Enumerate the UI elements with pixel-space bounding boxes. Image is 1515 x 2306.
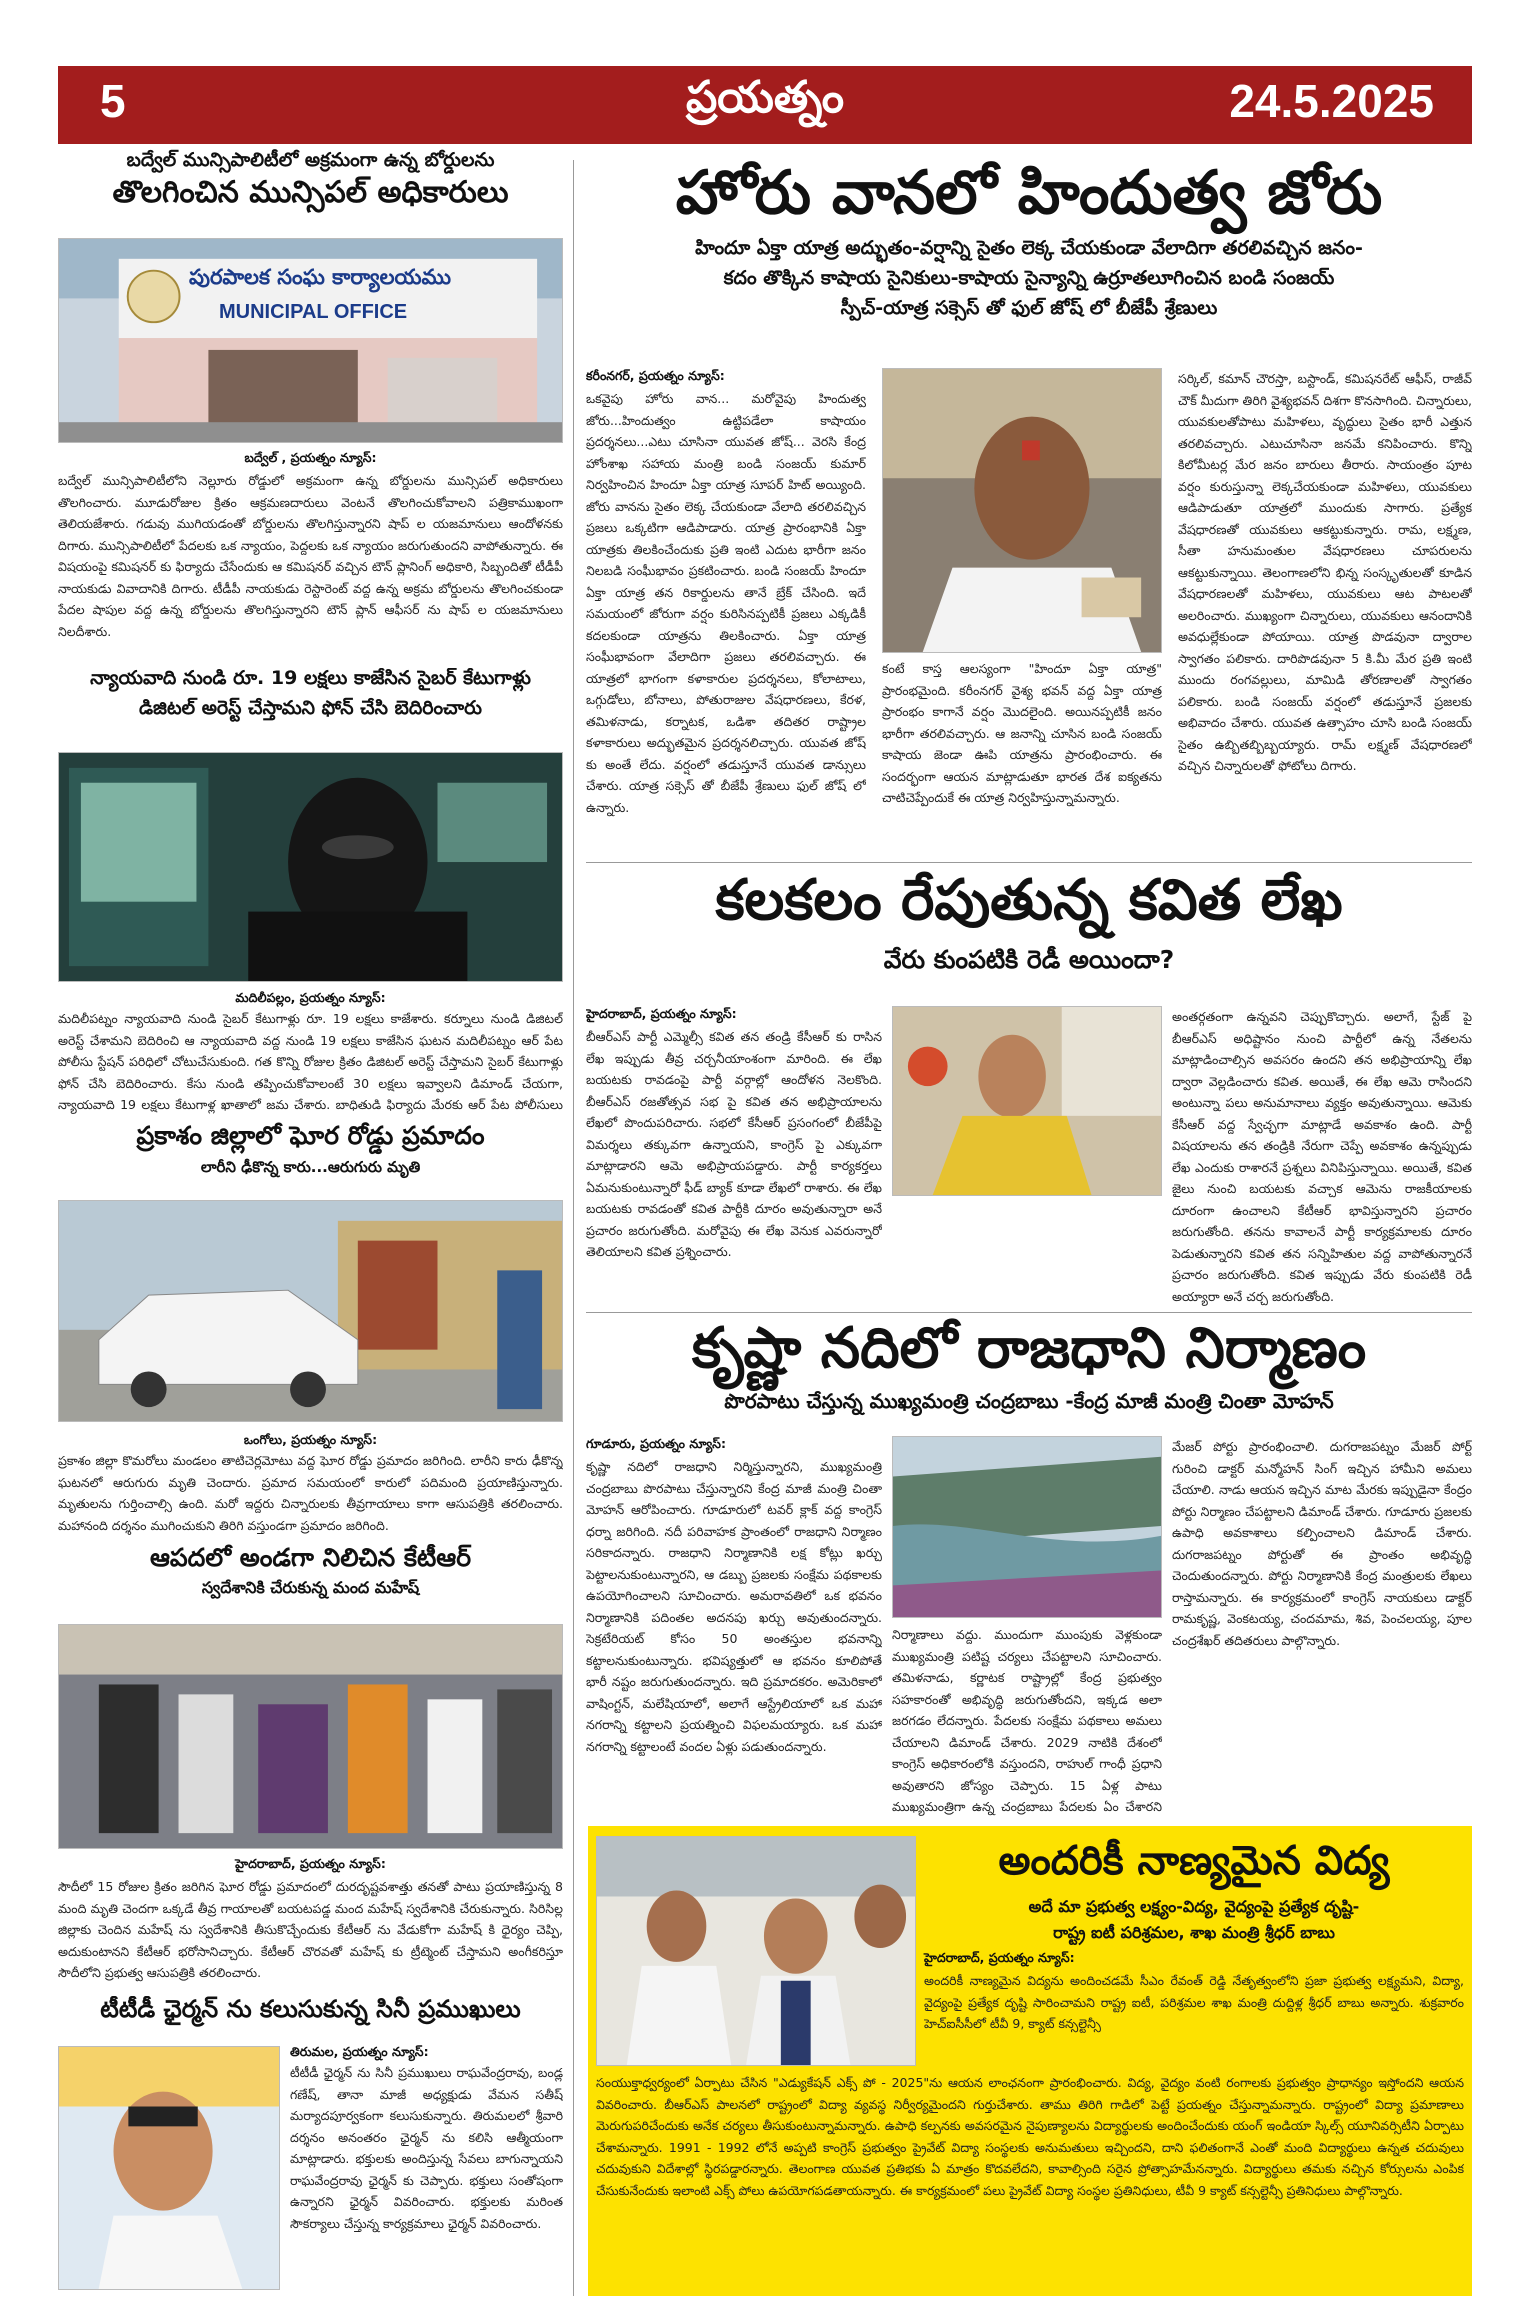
story1-kicker: బద్వేల్ మున్సిపాలిటీలో అక్రమంగా ఉన్న బోర్డులను [126,149,495,171]
story6-dateline: కరీంనగర్, ప్రయత్నం న్యూస్: [586,368,725,383]
airport-welcome-photo [58,1624,563,1849]
story4-dateline: హైదరాబాద్, ప్రయత్నం న్యూస్: [235,1856,386,1871]
story-capital-krishna-river [586,1318,1472,1818]
story9-headline: అందరికీ నాణ్యమైన విద్య [998,1838,1390,1884]
story3-headline: ప్రకాశం జిల్లాలో ఘోర రోడ్డు ప్రమాదం [136,1122,485,1150]
story5-dateline: తిరుమల, ప్రయత్నం న్యూస్: [290,2044,429,2059]
story-ttd-chairman [58,1996,563,2296]
section-divider [586,1312,1472,1313]
krishna-river-photo [892,1436,1162,1618]
story8-dateline: గూడూరు, ప్రయత్నం న్యూస్: [586,1436,726,1451]
story6-deck-1: హిందూ ఏక్తా యాత్ర అద్భుతం-వర్షాన్ని సైతం లెక్క చేయకుండా వేలాదిగా తరలివచ్చిన జనం- [695,237,1363,259]
story2-dateline: మదిలీపల్లం, ప్రయత్నం న్యూస్: [235,990,386,1005]
story3-subhead: లారీని ఢీకొన్న కారు...ఆరుగురు మృతి [200,1157,421,1176]
story7-body-col1: బీఆర్ఎస్ పార్టీ ఎమ్మెల్సీ కవిత తన తండ్రి కేసీఆర్ కు రాసిన లేఖ ఇప్పుడు తీవ్ర చర్చనీయాంశంగా మారింది. ఈ లేఖ బయటకు రావడంపై పార్టీ వర్గాల్లో ఆందోళన నెలకొంది. బీఆర్ఎస్ రజతోత్సవ సభ పై కవిత తన అభిప్రాయాలను లేఖలో పొందుపరిచారు. సభలో కేసీఆర్ ప్రసంగంలో బీజేపీపై విమర్శలు తక్కువగా ఉన్నాయని, కాంగ్రెస్ పై ఎక్కువగా మాట్లాడారని ఆమె అభిప్రాయపడ్డారు. పార్టీ కార్యకర్తలు ఏమనుకుంటున్నారో ఫీడ్ బ్యాక్ కూడా లేఖలో రాశారు. ఈ లేఖ బయటకు రావడంతో కవిత పార్టీకి దూరం అవుతున్నారా అనే ప్రచారం జరుగుతోంది. మరోవైపు ఈ లేఖ వెనుక ఎవరున్నారో తెలియాలని కవిత ప్రశ్నించారు. [586,1029,882,1259]
story-quality-education [588,1826,1472,2296]
story8-body-col1: కృష్ణా నదిలో రాజధాని నిర్మిస్తున్నారని, ముఖ్యమంత్రి చంద్రబాబు పొరపాటు చేస్తున్నారని కేంద్ర మాజీ మంత్రి చింతా మోహన్ ఆరోపించారు. గూడూరులో టవర్ క్లాక్ వద్ద కాంగ్రెస్ ధర్నా జరిగింది. నదీ పరివాహక ప్రాంతంలో రాజధాని నిర్మాణం సరికాదన్నారు. రాజధాని నిర్మాణానికి లక్ష కోట్లు ఖర్చు పెట్టాలనుకుంటున్నారని, ఆ డబ్బు ప్రజలకు సంక్షేమ పథకాలకు ఉపయోగించాలని సూచించారు. అమరావతిలో ఒక భవనం నిర్మాణానికి పదింతల అదనపు ఖర్చు అవుతుందన్నారు. సెక్రటేరియట్ కోసం 50 అంతస్తుల భవనాన్ని కట్టాలనుకుంటున్నారు. భవిష్యత్తులో ఆ భవనం కూలిపోతే భారీ నష్టం జరుగుతుందన్నారు. ఇది ప్రమాదకరం. అమెరికాలో వాషింగ్టన్, మలేషియాలో, అలాగే ఆస్ట్రేలియాలో ఒక మహా నగరాన్ని కట్టాలని ప్రయత్నించి విఫలమయ్యారు. ఒక మహా నగరాన్ని కట్టాలంటే వందల ఏళ్లు పడుతుందన్నారు. [586,1459,882,1754]
office-sign-english: MUNICIPAL OFFICE [219,301,408,323]
story-kavitha-letter [586,870,1472,1310]
kavitha-photo [892,1006,1162,1196]
story-municipal-boards [58,148,563,666]
story-cyber-crime [58,668,563,1120]
bandi-sanjay-photo [882,368,1162,653]
story7-dateline: హైదరాబాద్, ప్రయత్నం న్యూస్: [586,1006,737,1021]
ttd-chairman-photo [58,2046,280,2290]
newspaper-title: ప్రయత్నం [685,72,845,123]
story2-body: మదిలీపట్నం న్యాయవాది నుండి సైబర్ కేటుగాళ్లు రూ. 19 లక్షలు కాజేశారు. కర్నూలు నుండి డిజిటల్ అరెస్ట్ చేశామని బెదిరించి ఆ న్యాయవాది వద్ద నుండి 19 లక్షలు కాజేసిన ఘటన మదిలీపట్నం ఆర్ పేట పోలీసు స్టేషన్ పరిధిలో చోటుచేసుకుంది. గత కొన్ని రోజుల క్రితం డిజిటల్ అరెస్ట్ చేస్తామని సైబర్ కేటుగాళ్లు ఫోన్ చేసి బెదిరించారు. కేసు నుండి తప్పించుకోవాలంటే 30 లక్షలు ఇవ్వాలని డిమాండ్ చేయగా, న్యాయవాది 19 లక్షలు కేటుగాళ్ల ఖాతాలో జమ చేశారు. బాధితుడి ఫిర్యాదు మేరకు ఆర్ పేట పోలీసులు [58,1011,563,1112]
municipal-office-photo [58,238,563,443]
accident-photo [58,1200,563,1422]
story7-body-col2: అంతర్గతంగా ఉన్నవని చెప్పుకొచ్చారు. అలాగే, స్టేజ్ పై బీఆర్ఎస్ అధిష్టానం నుంచి పార్టీలో ఉన్న నేతలను మాట్లాడించాల్సిన అవసరం ఉందని తన అభిప్రాయాన్ని లేఖ ద్వారా వెల్లడించారు కవిత. అయితే, ఈ లేఖ ఆమె రాసిందని అంటున్నా పలు అనుమానాలు వ్యక్తం అవుతున్నాయి. ఆమెకు కేసీఆర్ వద్ద స్వేచ్ఛగా మాట్లాడే అవకాశం ఉంది. పార్టీ విషయాలను తన తండ్రికి నేరుగా చెప్పే అవకాశం ఉన్నప్పుడు లేఖ ఎందుకు రాశారనే ప్రశ్నలు వినిపిస్తున్నాయి. అయితే, కవిత జైలు నుంచి బయటకు వచ్చాక ఆమెను రాజకీయాలకు దూరంగా ఉంచాలని కేటీఆర్ భావిస్తున్నారని ప్రచారం జరుగుతోంది. తనను కావాలనే పార్టీ కార్యక్రమాలకు దూరం పెడుతున్నారని కవిత తన సన్నిహితుల వద్ద వాపోతున్నారనే ప్రచారం జరుగుతోంది. కవిత ఇప్పుడు వేరు కుంపటికి రెడీ అయ్యారా అనే చర్చ జరుగుతోంది. [1172,1009,1472,1304]
story9-body-full: సంయుక్తాధ్వర్యంలో ఏర్పాటు చేసిన "ఎడ్యుకేషన్ ఎక్స్ పో - 2025"ను ఆయన లాంఛనంగా ప్రారంభించారు. విద్య, వైద్యం వంటి రంగాలకు ప్రభుత్వం ప్రాధాన్యం ఇస్తోందని ఆయన వివరించారు. బీఆర్ఎస్ పాలనలో రాష్ట్రంలో విద్యా వ్యవస్థ నిర్వీర్యమైందని గుర్తుచేశారు. తాము తిరిగి గాడిలో పెట్టే ప్రయత్నం చేస్తున్నామన్నారు. రాష్ట్రంలో విద్యా ప్రమాణాలు మెరుగుపరిచేందుకు అనేక చర్యలు తీసుకుంటున్నామన్నారు. ఉపాధి కల్పనకు అవసరమైన నైపుణ్యాలను విద్యార్థులకు అందించేందుకు యంగ్ ఇండియా స్కిల్స్ యూనివర్సిటీని ఏర్పాటు చేశామన్నారు. 1991 - 1992 లోనే అప్పటి కాంగ్రెస్ ప్రభుత్వం ప్రైవేట్ విద్యా సంస్థలకు అనుమతులు ఇచ్చిందని, దాని ఫలితంగానే ఎంతో మంది విద్యార్థులు ఉన్నత చదువులు చదువుకుని విదేశాల్లో స్థిరపడ్డారన్నారు. తెలంగాణ యువత ప్రతిభకు ఏ మాత్రం కొదవలేదని, కావాల్సింది సరైన ప్రోత్సాహమేనన్నారు. విద్యార్థులు తమకు నచ్చిన కోర్సులను ఎంపిక చేసుకునేందుకు ఇలాంటి ఎక్స్ పోలు ఉపయోగపడతాయన్నారు. ఈ కార్యక్రమంలో పలు ప్రైవేట్ విద్యా సంస్థల ప్రతినిధులు, టీవీ 9 క్యాట్ కన్సల్టెన్సీ ప్రతినిధులు పాల్గొన్నారు. [596,2075,1464,2198]
column-rule [573,160,574,2296]
story7-headline: కలకలం రేపుతున్న కవిత లేఖ [715,870,1343,933]
story1-dateline: బద్వేల్ , ప్రయత్నం న్యూస్: [244,450,377,465]
story5-body: టీటీడీ ఛైర్మన్ ను సినీ ప్రముఖులు రాఘవేంద్రరావు, బండ్ల గణేష్, తానా మాజీ అధ్యక్షుడు వేమన సతీష్ మర్యాదపూర్వకంగా కలుసుకున్నారు. తిరుమలలో శ్రీవారి దర్శనం అనంతరం ఛైర్మన్ ను కలిసి ఆత్మీయంగా మాట్లాడారు. భక్తులకు అందిస్తున్న సేవలు బాగున్నాయని రాఘవేంద్రరావు ఛైర్మన్ కు చెప్పారు. భక్తులు సంతోషంగా ఉన్నారని ఛైర్మన్ వివరించారు. భక్తులకు మరింత సౌకర్యాలు చేస్తున్న కార్యక్రమాలు ఛైర్మన్ వివరించారు. [290,2065,563,2231]
story8-body-col2: నిర్మాణాలు వద్దు. ముందుగా ముంపుకు వెళ్లకుండా ముఖ్యమంత్రి పటిష్ట చర్యలు చేపట్టాలని సూచించారు. తమిళనాడు, కర్ణాటక రాష్ట్రాల్లో కేంద్ర ప్రభుత్వం సహకారంతో అభివృద్ధి జరుగుతోందని, ఇక్కడ అలా జరగడం లేదన్నారు. పేదలకు సంక్షేమ పథకాలు అమలు చేయాలని డిమాండ్ చేశారు. 2029 నాటికి దేశంలో కాంగ్రెస్ అధికారంలోకి వస్తుందని, రాహుల్ గాంధీ ప్రధాని అవుతారని జోస్యం చెప్పారు. 15 ఏళ్ల పాటు ముఖ్యమంత్రిగా ఉన్న చంద్రబాబు పేదలకు ఏం చేశారని [892,1627,1162,1814]
story6-headline: హోరు వానలో హిందుత్వ జోరు [675,160,1383,228]
page-number: 5 [100,75,126,127]
story1-body: బద్వేల్ మున్సిపాలిటీలోని నెల్లూరు రోడ్డులో అక్రమంగా ఉన్న బోర్డులను మున్సిపల్ అధికారులు తొలగించారు. మూడురోజుల క్రితం ఆక్రమణదారులు వెంటనే తొలగించుకోవాలని పత్రికాముఖంగా తెలియజేశారు. గడువు ముగియడంతో బోర్డులను తొలగిస్తున్నారని షాప్ ల యజమానులు ఆందోళనకు దిగారు. మున్సిపాలిటీలో పేదలకు ఒక న్యాయం, పెద్దలకు ఒక న్యాయం జరుగుతుందని వాపోతున్నారు. ఈ విషయంపై కమిషనర్ కు ఫిర్యాదు చేసేందుకు ఆ కమిషనర్ వచ్చిన టౌన్ ప్లానింగ్ అధికారి, సిబ్బందితో టీడీపీ నాయకుడు వివాదానికి దిగారు. టీడీపీ నాయకుడు రెస్టారెంట్ వద్ద ఉన్న అక్రమ బోర్డులను తొలగించకుండా పేదల షాపుల వద్ద ఉన్న బోర్డులను తొలగిస్తున్నారని టౌన్ ప్లాన్ ఆఫీసర్ ను షాప్ ల యజమానులు నిలదీశారు. [58,473,563,639]
story2-kicker: న్యాయవాది నుండి రూ. 19 లక్షలు కాజేసిన సైబర్ కేటుగాళ్లు [90,668,531,689]
story4-subhead: స్వదేశానికి చేరుకున్న మంద మహేష్ [201,1577,420,1597]
story4-headline: ఆపదలో అండగా నిలిచిన కేటీఆర్ [149,1544,472,1572]
story1-headline: తొలగించిన మున్సిపల్ అధికారులు [112,174,509,210]
story8-subhead: పొరపాటు చేస్తున్న ముఖ్యమంత్రి చంద్రబాబు -కేంద్ర మాజీ మంత్రి చింతా మోహన్ [724,1388,1334,1413]
office-sign-telugu: పురపాలక సంఘ కార్యాలయము [189,265,452,289]
students-classroom-photo [596,1836,916,2066]
story9-deck-2: రాష్ట్ర ఐటీ పరిశ్రమల, శాఖ మంత్రి శ్రీధర్ బాబు [1053,1923,1335,1942]
story4-body: సౌదీలో 15 రోజుల క్రితం జరిగిన ఘోర రోడ్డు ప్రమాదంలో దురదృష్టవశాత్తు తనతో పాటు ప్రయాణిస్తున్న 8 మంది మృతి చెందగా ఒక్కడే తీవ్ర గాయాలతో బయటపడ్డ మంద మహేష్ స్వదేశానికి చేరుకున్నారు. సిరిసిల్ల జిల్లాకు చెందిన మహేష్ ను స్వదేశానికి తీసుకొచ్చేందుకు కేటీఆర్ ను వేడుకోగా మహేష్ కి ధైర్యం చెప్పి, అదుకుంటానని కేటీఆర్ భరోసానిచ్చారు. కేటీఆర్ చొరవతో మహేష్ కు ట్రీట్మెంట్ చేస్తామని అంగీకరిస్తూ సౌదీలోని ప్రభుత్వ ఆసుపత్రికి తరలించారు. [58,1879,563,1980]
section-divider [586,862,1472,863]
story8-headline: కృష్ణా నదిలో రాజధాని నిర్మాణం [691,1318,1367,1381]
story-road-accident [58,1122,563,1542]
story3-dateline: ఒంగోలు, ప్రయత్నం న్యూస్: [243,1432,378,1447]
story6-photo-caption: కంటే కాస్త ఆలస్యంగా "హిందూ ఏక్తా యాత్ర" ప్రారంభమైంది. కరీంనగర్ వైశ్య భవన్ వద్ద ఏక్తా యాత్ర ప్రారంభం కాగానే వర్షం మొదలైంది. అయినప్పటికీ జనం భారీగా తరలివచ్చారు. ఆ జనాన్ని చూసిన బండి సంజయ్ కాషాయ జెండా ఊపి యాత్రను ప్రారంభించారు. ఈ సందర్భంగా ఆయన మాట్లాడుతూ భారత దేశ ఐక్యతను చాటిచెప్పేందుకే ఈ యాత్ర నిర్వహిస్తున్నామన్నారు. [882,661,1162,805]
hacker-photo [58,752,563,982]
masthead-bar [58,66,1472,144]
story6-deck-3: స్పీచ్-యాత్ర సక్సెస్ తో ఫుల్ జోష్ లో బీజేపీ శ్రేణులు [840,296,1218,319]
story7-subhead: వేరు కుంపటికి రెడీ అయిందా? [883,944,1175,974]
story-ktr-help [58,1544,563,1994]
story9-deck-1: అదే మా ప్రభుత్వ లక్ష్యం-విద్య, వైద్యంపై ప్రత్యేక దృష్టి- [1028,1897,1360,1916]
story8-body-col3: మేజర్ పోర్టు ప్రారంభించాలి. దుగరాజపట్నం మేజర్ పోర్ట్ గురించి డాక్టర్ మన్మోహన్ సింగ్ ఇచ్చిన హామీని అమలు చేయాలి. నాడు ఆయన ఇచ్చిన మాట మేరకు ఇప్పుడైనా కేంద్రం పోర్టు నిర్మాణం చేపట్టాలని డిమాండ్ చేశారు. గూడూరు ప్రజలకు ఉపాధి అవకాశాలు కల్పించాలని డిమాండ్ చేశారు. దుగరాజపట్నం పోర్టుతో ఈ ప్రాంతం అభివృద్ధి చెందుతుందన్నారు. పోర్టు నిర్మాణానికి కేంద్ర మంత్రులకు లేఖలు రాస్తామన్నారు. ఈ కార్యక్రమంలో కాంగ్రెస్ నాయకులు డాక్టర్ రామకృష్ణ, వెంకటయ్య, చందమామ, శివ, పెంచలయ్య, పూల చంద్రశేఖర్ తదితరులు పాల్గొన్నారు. [1172,1439,1472,1648]
story5-headline: టీటీడీ ఛైర్మన్ ను కలుసుకున్న సినీ ప్రముఖులు [100,1996,521,2023]
story6-deck-2: కదం తొక్కిన కాషాయ సైనికులు-కాషాయ సైన్యాన్ని ఉర్రూతలూగించిన బండి సంజయ్ [723,266,1335,289]
story3-body: ప్రకాశం జిల్లా కొమరోలు మండలం తాటిచెర్లమోటు వద్ద ఘోర రోడ్డు ప్రమాదం జరిగింది. లారీని కారు ఢీకొన్న ఘటనలో ఆరుగురు మృతి చెందారు. ప్రమాద సమయంలో కారులో పదిమంది ప్రయాణిస్తున్నారు. మృతులను గుర్తించాల్సి ఉంది. మరో ఇద్దరు చిన్నారులకు తీవ్రగాయాలు కాగా ఆసుపత్రికి తరలించారు. మహానంది దర్శనం ముగించుకుని తిరిగి వస్తుండగా ప్రమాదం జరిగింది. [58,1453,563,1533]
issue-date: 24.5.2025 [1229,75,1434,127]
story9-body-col2: అందరికీ నాణ్యమైన విద్యను అందించడమే సీఎం రేవంత్ రెడ్డి నేతృత్వంలోని ప్రజా ప్రభుత్వ లక్ష్యమని, విద్యా, వైద్యంపై ప్రత్యేక దృష్టి సారించామని రాష్ట్ర ఐటీ, పరిశ్రమల శాఖ మంత్రి దుద్దిళ్ల శ్రీధర్ బాబు అన్నారు. శుక్రవారం హెచ్ఐసీసీలో టీవీ 9, క్యాట్ కన్సల్టెన్సీ [924,1973,1464,2031]
story6-body-col3: సర్కిల్, కమాన్ చౌరస్తా, బస్టాండ్, కమిషనరేట్ ఆఫీస్, రాజీవ్ చౌక్ మీదుగా తిరిగి వైశ్యభవన్ దిశగా కొనసాగింది. చిన్నారులు, యువకులతోపాటు మహిళలు, వృద్ధులు సైతం భారీ ఎత్తున తరలివచ్చారు. ఎటుచూసినా జనమే కనిపించారు. కొన్ని కిలోమీటర్ల మేర జనం బారులు తీరారు. సాయంత్రం పూట వర్షం కురుస్తున్నా లెక్కచేయకుండా మహిళలు, యువకులు ఆడిపాడుతూ యాత్రలో ముందుకు సాగారు. ప్రత్యేక వేషధారణతో యువకులు ఆకట్టుకున్నారు. రామ, లక్ష్మణ, సీతా హనుమంతుల వేషధారణలు చూపరులను ఆకట్టుకున్నాయి. తెలంగాణలోని భిన్న సంస్కృతులతో కూడిన వేషధారణలతో మహిళలు, యువకులు ఆట పాటలతో అలరించారు. ముఖ్యంగా చిన్నారులు, యువకులు ఆనందానికి అవధుల్లేకుండా పోయాయి. యాత్ర పొడవునా ద్వారాల స్వాగతం పలికారు. దారిపొడవునా 5 కి.మీ మేర ప్రతి ఇంటి ముందు రంగవల్లులు, మామిడి తోరణాలతో స్వాగతం పలికారు. బండి సంజయ్ వర్షంలో తడుస్తూనే ప్రజలకు అభివాదం చేశారు. యువత ఉత్సాహం చూసి బండి సంజయ్ సైతం ఉబ్బితబ్బిబ్బయ్యారు. రామ్ లక్ష్మణ్ వేషధారణలో వచ్చిన చిన్నారులతో ఫోటోలు దిగారు. [1178,371,1472,773]
story6-body-col1: ఒకవైపు హోరు వాన... మరోవైపు హిందుత్వ జోరు...హిందుత్వం ఉట్టిపడేలా కాషాయం ప్రదర్శనలు...ఎటు చూసినా యువత జోష్... వెరసి కేంద్ర హోంశాఖ సహాయ మంత్రి బండి సంజయ్ కుమార్ నిర్వహించిన హిందూ ఏక్తా యాత్ర సూపర్ హిట్ అయ్యింది. జోరు వానను సైతం లెక్క చేయకుండా వేలాది తరలివచ్చిన ప్రజలు ఒక్కటిగా ఆడిపాడారు. యాత్ర ప్రారంభానికి ఏక్తా యాత్రకు తిలకించేందుకు ప్రతి ఇంటి ఎదుట భారీగా జనం నిలబడి సంఘీభావం ప్రకటించారు. బండి సంజయ్ హిందూ ఏక్తా యాత్ర తన రికార్డులను తానే బ్రేక్ చేసింది. ఇదే సమయంలో జోరుగా వర్షం కురిసినప్పటికీ ప్రజలు ఎక్కడికీ కదలకుండా యాత్రను తిలకించారు. ఏక్తా యాత్ర సంఘీభావంగా వేలాదిగా ప్రజలు తరలివచ్చారు. ఈ యాత్రలో భాగంగా కళాకారుల ప్రదర్శనలు, కోలాటాలు, ఒగ్గుడోలు, బోనాలు, పోతురాజుల వేషధారణలు, కేరళ, తమిళనాడు, కర్నాటక, ఒడిశా తదితర రాష్ట్రాల కళాకారులు అద్భుతమైన ప్రదర్శనలిచ్చారు. యువత జోష్ కు అంతే లేదు. వర్షంలో తడుస్తూనే యువత డాన్సులు చేశారు. యాత్ర సక్సెస్ తో బీజేపీ శ్రేణులు ఫుల్ జోష్ లో ఉన్నారు. [586,391,866,815]
story2-headline: డిజిటల్ అరెస్ట్ చేస్తామని ఫోన్ చేసి బెదిరించారు [139,696,482,719]
story-hindu-ekta-yatra [586,160,1472,860]
story9-dateline: హైదరాబాద్, ప్రయత్నం న్యూస్: [924,1950,1075,1965]
